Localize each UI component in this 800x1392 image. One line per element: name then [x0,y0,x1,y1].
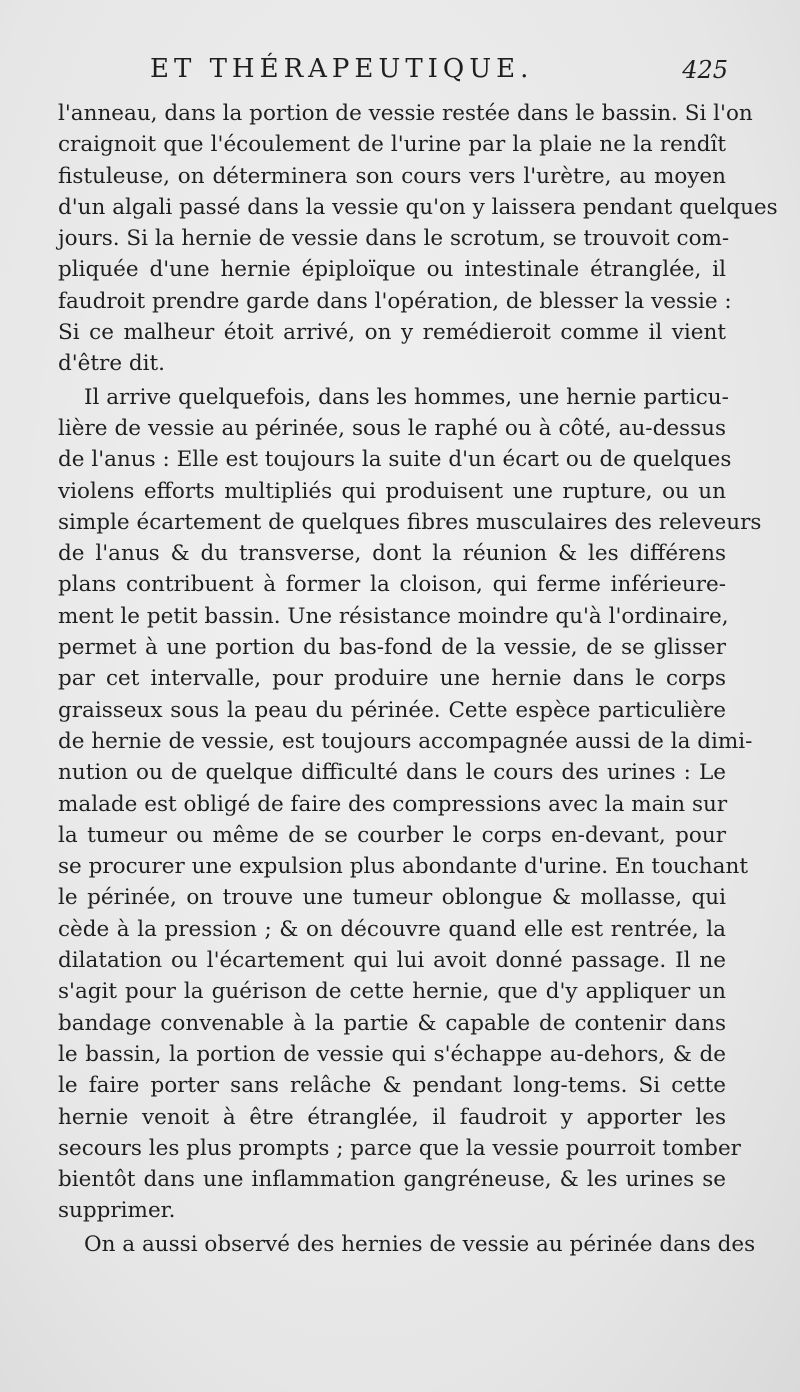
text-line: permet à une portion du bas-fond de la vessie, de se glisser [58,635,726,661]
text-line: ment le petit bassin. Une résistance moindre qu'à l'ordinaire, [58,603,729,629]
text-line: bandage convenable à la partie & capable de contenir dans [58,1010,726,1036]
text-line: hernie venoit à être étranglée, il faudroit y apporter les [58,1104,726,1130]
paragraph-3 [58,1229,756,1260]
text-line: jours. Si la hernie de vessie dans le scrotum, se trouvoit com- [58,226,730,252]
text-line: se procurer une expulsion plus abondante d'urine. En touchant [58,854,748,880]
text-line: On a aussi observé des hernies de vessie au périnée dans des [84,1231,756,1257]
text-line: s'agit pour la guérison de cette hernie, que d'y appliquer un [58,979,726,1005]
text-line: Il arrive quelquefois, dans les hommes, une hernie particu- [84,384,729,410]
text-line: cède à la pression ; & on découvre quand elle est rentrée, la [58,916,726,942]
text-line: de l'anus : Elle est toujours la suite d'un écart ou de quelques [58,447,732,473]
text-line: l'anneau, dans la portion de vessie restée dans le bassin. Si l'on [58,101,753,126]
text-line: le bassin, la portion de vessie qui s'échappe au-dehors, & de [58,1041,726,1067]
text-line: par cet intervalle, pour produire une hernie dans le corps [58,666,726,692]
text-line: le périnée, on trouve une tumeur oblongue & mollasse, qui [58,885,726,911]
text-line: faudroit prendre garde dans l'opération, de blesser la vessie : [58,288,732,314]
text-line: la tumeur ou même de se courber le corps en-devant, pour [58,822,726,848]
text-line: Si ce malheur étoit arrivé, on y remédieroit comme il vient [58,320,726,346]
page-header [60,54,740,94]
text-line: nution ou de quelque difficulté dans le cours des urines : Le [58,760,726,786]
text-line: fistuleuse, on déterminera son cours vers l'urètre, au moyen [58,163,726,189]
text-line: d'un algali passé dans la vessie qu'on y laissera pendant quelques [58,194,778,220]
text-line: bientôt dans une inflammation gangréneuse, & les urines se [58,1167,726,1193]
text-line: violens efforts multipliés qui produisent une rupture, ou un [58,478,726,504]
text-line: plans contribuent à former la cloison, qui ferme inférieure- [58,572,726,598]
text-line: pliquée d'une hernie épiploïque ou intestinale étranglée, il [58,257,726,283]
text-line: craignoit que l'écoulement de l'urine par la plaie ne la rendît [58,132,726,158]
text-line: secours les plus prompts ; parce que la vessie pourroit tomber [58,1135,741,1161]
paragraph-1 [58,98,778,380]
text-line: simple écartement de quelques fibres musculaires des releveurs [58,509,762,535]
text-line: de l'anus & du transverse, dont la réunion & les différens [58,541,726,567]
text-line: dilatation ou l'écartement qui lui avoit donné passage. Il ne [58,948,726,974]
page-number: 425 [682,56,728,84]
text-line: malade est obligé de faire des compressions avec la main sur [58,791,728,817]
running-title: ET THÉRAPEUTIQUE. [150,54,534,84]
text-line: d'être dit. [58,351,165,377]
page-body [58,98,778,1260]
text-line: de hernie de vessie, est toujours accompagnée aussi de la dimi- [58,728,753,754]
paragraph-2 [58,382,762,1227]
text-line: graisseux sous la peau du périnée. Cette espèce particulière [58,697,726,723]
text-line: le faire porter sans relâche & pendant long-tems. Si cette [58,1073,726,1099]
text-line: supprimer. [58,1198,176,1224]
text-line: lière de vessie au périnée, sous le raphé ou à côté, au-dessus [58,415,726,441]
